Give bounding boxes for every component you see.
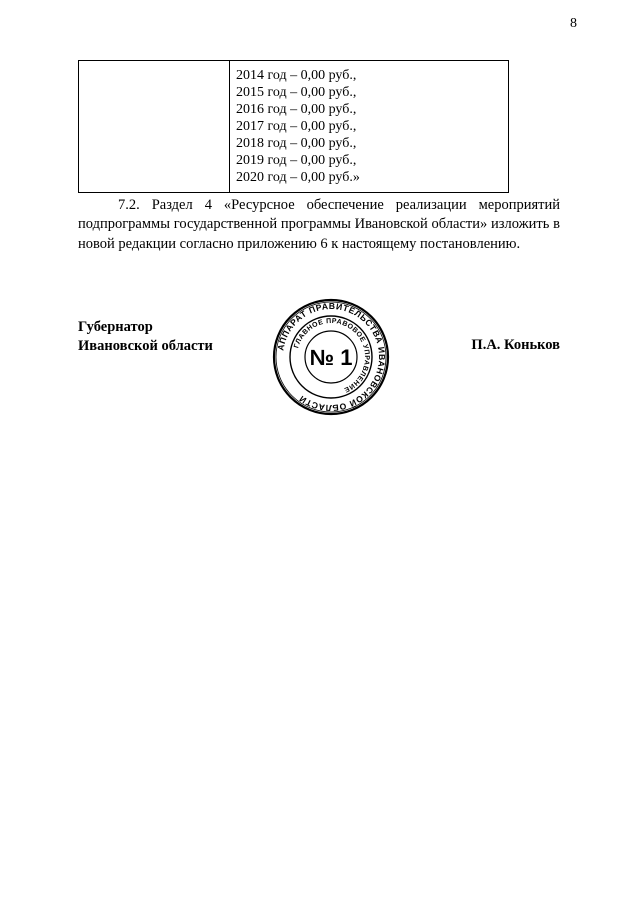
budget-line-2015: 2015 год – 0,00 руб., [236,85,357,100]
budget-line-2014: 2014 год – 0,00 руб., [236,68,357,83]
table-cell-budget [230,61,509,193]
budget-line-2020: 2020 год – 0,00 руб.» [236,170,360,185]
seal-center-text: № 1 [309,345,353,370]
budget-line-2018: 2018 год – 0,00 руб., [236,136,357,151]
budget-line-2016: 2016 год – 0,00 руб., [236,102,357,117]
signature-title-line2: Ивановской области [78,338,213,354]
table-row [79,61,509,193]
signature-title-line1: Губернатор [78,319,153,335]
seal-outer-text: АППАРАТ ПРАВИТЕЛЬСТВА ИВАНОВСКОЙ ОБЛАСТИ [275,300,388,414]
table-cell-empty [79,61,230,193]
signature-title [78,318,213,356]
body-paragraph: 7.2. Раздел 4 «Ресурсное обеспечение реализации мероприятий подпрограммы государственной программы Ивановской области» изложить в новой редакции согласно приложению 6 к настоящему постановлению. [78,197,560,252]
budget-line-2019: 2019 год – 0,00 руб., [236,153,357,168]
budget-line-2017: 2017 год – 0,00 руб., [236,119,357,134]
signature-name: П.А. Коньков [471,337,560,353]
official-seal [272,298,390,416]
page-number: 8 [570,16,577,31]
seal-inner-text: ГЛАВНОЕ ПРАВОВОЕ УПРАВЛЕНИЕ [293,317,371,394]
budget-table [78,60,509,193]
